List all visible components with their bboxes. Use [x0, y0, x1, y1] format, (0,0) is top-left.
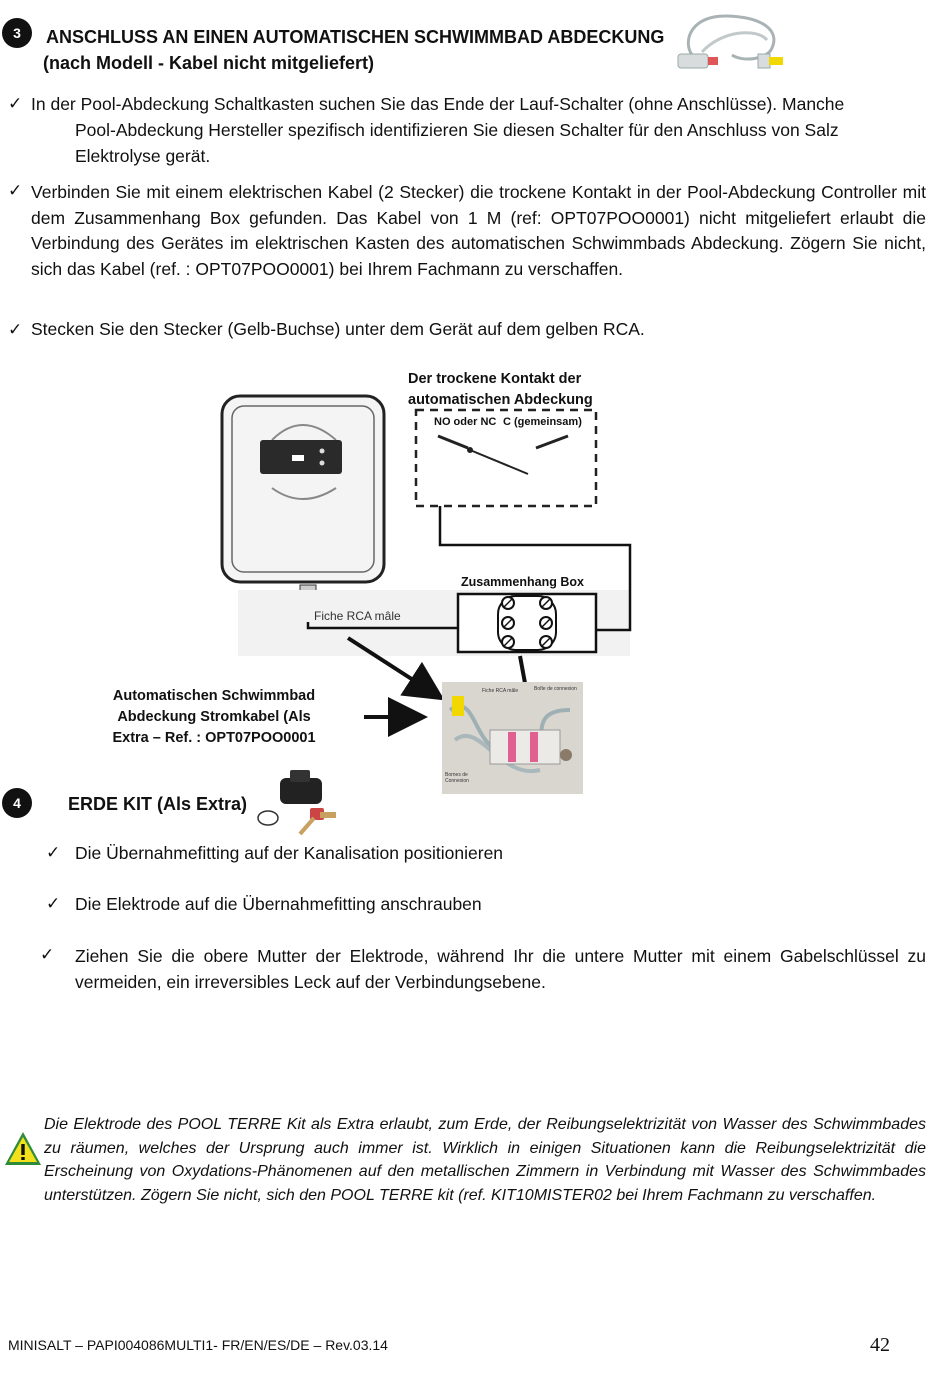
section-3-title: ANSCHLUSS AN EINEN AUTOMATISCHEN SCHWIMMBAD ABDECKUNG — [46, 27, 665, 47]
s3-bullet-1-line: Elektrolyse gerät. — [75, 146, 211, 166]
warning-text: Die Elektrode des POOL TERRE Kit als Extra erlaubt, zum Erde, der Reibungselektrizität von Wasser des Schwimmbades zu räumen, welches der Ursprung auch immer ist. Wirklich in einigen Situationen kann die Reibungselektrizität die Erscheinung von Oxydations-Phänomenen auf den metallischen Zimmern in Verbindung mit Wasser des Schwimmbades unterstützen. Zögern Sie nicht, sich den POOL TERRE kit (ref. KIT10MISTER02 bei Ihrem Fachmann zu verschaffen. — [44, 1116, 926, 1204]
switch-icon — [470, 450, 528, 474]
check-icon: ✓ — [8, 94, 23, 113]
check-icon: ✓ — [8, 181, 23, 200]
rca-label: Fiche RCA mâle — [314, 609, 401, 623]
section-3-subtitle: (nach Modell - Kabel nicht mitgeliefert) — [43, 53, 375, 73]
check-icon: ✓ — [40, 945, 55, 964]
s3-bullet-1-line: In der Pool-Abdeckung Schaltkasten suchen Sie das Ende der Lauf-Schalter (ohne Anschlüsse). Manche — [31, 94, 845, 114]
photo-label: Fiche RCA mâle — [482, 688, 519, 694]
s4-bullet-3: Ziehen Sie die obere Mutter der Elektrode, während Ihr die untere Mutter mit einem Gabelschlüssel zu vermeiden, ein irreversibles Leck auf der Verbindungsebene. — [75, 946, 926, 992]
cable-thumbnail-image — [672, 10, 794, 76]
earth-kit-image — [252, 768, 348, 836]
junction-box-label: Zusammenhang Box — [461, 575, 584, 589]
electrolysis-device — [222, 396, 384, 582]
s3-bullet-3: Stecken Sie den Stecker (Gelb-Buchse) unter dem Gerät auf dem gelben RCA. — [31, 319, 645, 339]
dry-contact-title: Der trockene Kontakt der automatischen Abdeckung — [408, 371, 593, 408]
common-label: C (gemeinsam) — [503, 416, 582, 428]
no-nc-label: NO oder NC — [434, 416, 497, 428]
section-3-badge: 3 — [2, 18, 32, 48]
check-icon: ✓ — [46, 843, 61, 862]
s3-bullet-1-line: Pool-Abdeckung Hersteller spezifisch identifizieren Sie diesen Schalter für den Anschluss von Salz — [75, 120, 839, 140]
photo-label: Boîte de connexion — [534, 686, 577, 692]
page-number: 42 — [870, 1334, 890, 1356]
cable-label: Automatischen Schwimmbad Abdeckung Stromkabel (Als Extra – Ref. : OPT07POO0001 — [112, 688, 316, 746]
check-icon: ✓ — [46, 894, 61, 913]
warning-icon — [3, 1130, 43, 1168]
section-4-title: ERDE KIT (Als Extra) — [68, 794, 248, 814]
check-icon: ✓ — [8, 320, 23, 339]
footer-doc-ref: MINISALT – PAPI004086MULTI1- FR/EN/ES/DE – Rev.03.14 — [8, 1337, 388, 1353]
section-4-badge: 4 — [2, 788, 32, 818]
s4-bullet-1: Die Übernahmefitting auf der Kanalisation positionieren — [75, 843, 504, 863]
s3-bullet-2: Verbinden Sie mit einem elektrischen Kabel (2 Stecker) die trockene Kontakt in der Pool-Abdeckung Controller mit dem Zusammenhang Box gefunden. Das Kabel von 1 M (ref: OPT07POO0001) nicht mitgeliefert erlaubt die Verbindung des Gerätes im elektrischen Kasten des automatischen Schwimmbads Abdeckung. Zögern Sie nicht, sich das Kabel (ref. : OPT07POO0001) bei Ihrem Fachmann zu verschaffen. — [31, 182, 926, 279]
photo-label: Bornes de Connexion — [445, 772, 469, 784]
junction-box — [458, 594, 596, 652]
s4-bullet-2: Die Elektrode auf die Übernahmefitting anschrauben — [75, 894, 482, 914]
